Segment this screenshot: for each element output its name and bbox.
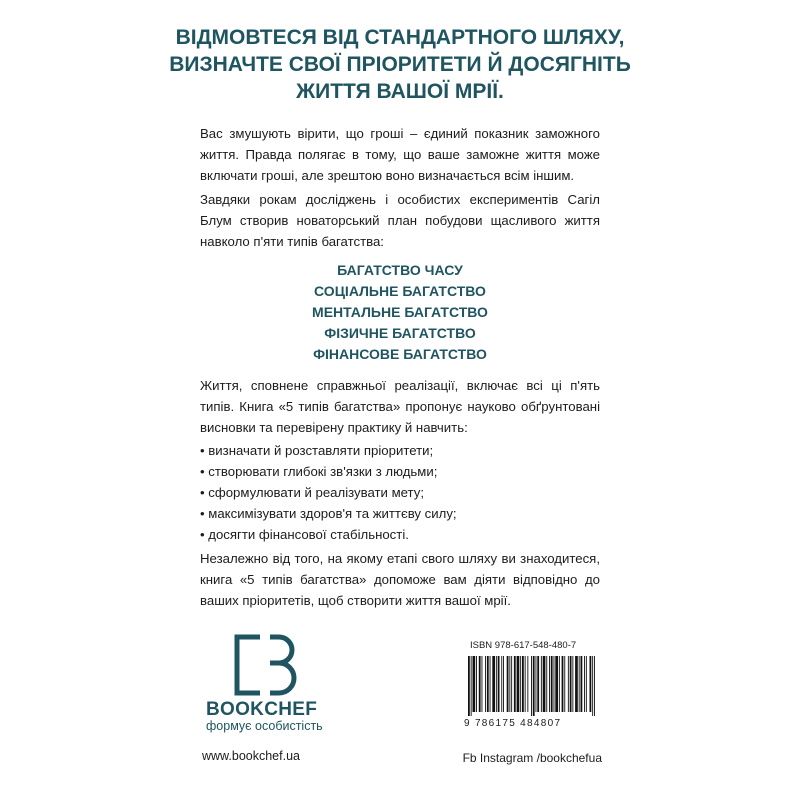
barcode-bar (579, 656, 580, 712)
research-paragraph: Завдяки рокам досліджень і особистих експериментів Сагіл Блум створив новаторський план побудови щасливого життя навколо п'яти типів багатства: (200, 192, 600, 249)
barcode-bar (575, 656, 578, 712)
barcode-bar (468, 656, 470, 716)
barcode-bar (584, 656, 585, 712)
barcode-bar (546, 656, 547, 712)
barcode-bar (555, 656, 558, 712)
barcode-bar (531, 656, 532, 716)
barcode-bar (514, 656, 516, 712)
barcode-bar (522, 656, 524, 712)
barcode-bar (487, 656, 489, 712)
barcode-bar (536, 656, 537, 712)
social-links[interactable]: Fb Instagram /bookchefua (462, 751, 602, 765)
list-item: • максимізувати здоров'я та життєву силу; (200, 506, 457, 521)
barcode-bar (537, 656, 539, 712)
headline (140, 24, 660, 105)
publisher-name: BOOKCHEF (206, 699, 318, 720)
barcode-bar (525, 656, 526, 712)
barcode-bar (479, 656, 481, 712)
barcode-bar (509, 656, 510, 712)
barcode-bar (570, 656, 572, 712)
wealth-type-item: ФІНАНСОВЕ БАГАТСТВО (313, 346, 487, 362)
barcode-bar (559, 656, 560, 712)
barcode-bar (581, 656, 583, 712)
intro-paragraph: Вас змушують вірити, що гроші – єдиний показник заможного життя. Правда полягає в тому, що ваше заможне життя може включати гроші, але зрештою воно визначається всім іншим. (200, 126, 600, 183)
barcode-bar (498, 656, 500, 712)
barcode-bar (564, 656, 565, 712)
headline-line: ВИЗНАЧТЕ СВОЇ ПРІОРИТЕТИ Й ДОСЯГНІТЬ (169, 53, 631, 76)
publisher-slogan: формує особистість (206, 719, 323, 733)
wealth-type-item: ФІЗИЧНЕ БАГАТСТВО (324, 325, 476, 341)
closing-paragraph: Незалежно від того, на якому етапі свого шляху ви знаходитеся, книга «5 типів багатства» допоможе вам діяти відповідно до ваших пріоритетів, щоб створити життя вашої мрії. (200, 551, 600, 608)
barcode-bar (543, 656, 546, 712)
wealth-type-item: МЕНТАЛЬНЕ БАГАТСТВО (312, 304, 488, 320)
fulfillment-paragraph: Життя, сповнене справжньої реалізації, включає всі ці п'ять типів. Книга «5 типів багатства» пропонує науково обґрунтовані висновки та перевірену практику й навчить: (200, 378, 600, 435)
barcode-bar (476, 656, 477, 712)
barcode-bar (485, 656, 486, 712)
barcode-bar (517, 656, 520, 712)
barcode-bar (511, 656, 512, 712)
barcode-bar (520, 656, 521, 712)
barcode-bar (496, 656, 497, 712)
barcode-bar (492, 656, 495, 712)
barcode-bar (568, 656, 569, 712)
skills-list (200, 440, 600, 545)
barcode-bar (551, 656, 553, 712)
barcode-bar (533, 656, 535, 716)
wealth-types-list (200, 260, 600, 365)
barcode-bar (503, 656, 504, 712)
barcode-bar (590, 656, 592, 712)
barcode-bar (549, 656, 550, 712)
barcode-bar (592, 656, 593, 716)
barcode (466, 656, 598, 716)
barcode-bar (471, 656, 472, 716)
barcode-bar (527, 656, 528, 712)
barcode-bar (541, 656, 542, 712)
isbn-label: ISBN 978-617-548-480-7 (470, 640, 577, 651)
barcode-bar (554, 656, 555, 712)
wealth-type-item: БАГАТСТВО ЧАСУ (337, 262, 463, 278)
list-item: • створювати глибокі зв'язки з людьми; (200, 464, 438, 479)
barcode-digits: 9 786175 484807 (464, 718, 562, 729)
wealth-type-item: СОЦІАЛЬНЕ БАГАТСТВО (314, 283, 486, 299)
list-item: • сформулювати й реалізувати мету; (200, 485, 424, 500)
barcode-bar (501, 656, 502, 712)
barcode-bar (490, 656, 491, 712)
bookchef-logo-icon (232, 632, 298, 698)
barcode-bar (473, 656, 476, 712)
headline-line: ЖИТТЯ ВАШОЇ МРІЇ. (296, 80, 504, 103)
barcode-bar (586, 656, 587, 712)
list-item: • визначати й розставляти пріоритети; (200, 443, 434, 458)
barcode-bar (562, 656, 564, 712)
barcode-bar (507, 656, 509, 712)
list-item: • досягти фінансової стабільності. (200, 527, 409, 542)
website-link[interactable]: www.bookchef.ua (202, 749, 300, 763)
barcode-bar (594, 656, 595, 716)
barcode-bar (572, 656, 573, 712)
headline-line: ВІДМОВТЕСЯ ВІД СТАНДАРТНОГО ШЛЯХУ, (175, 26, 625, 49)
barcode-bar (482, 656, 483, 712)
